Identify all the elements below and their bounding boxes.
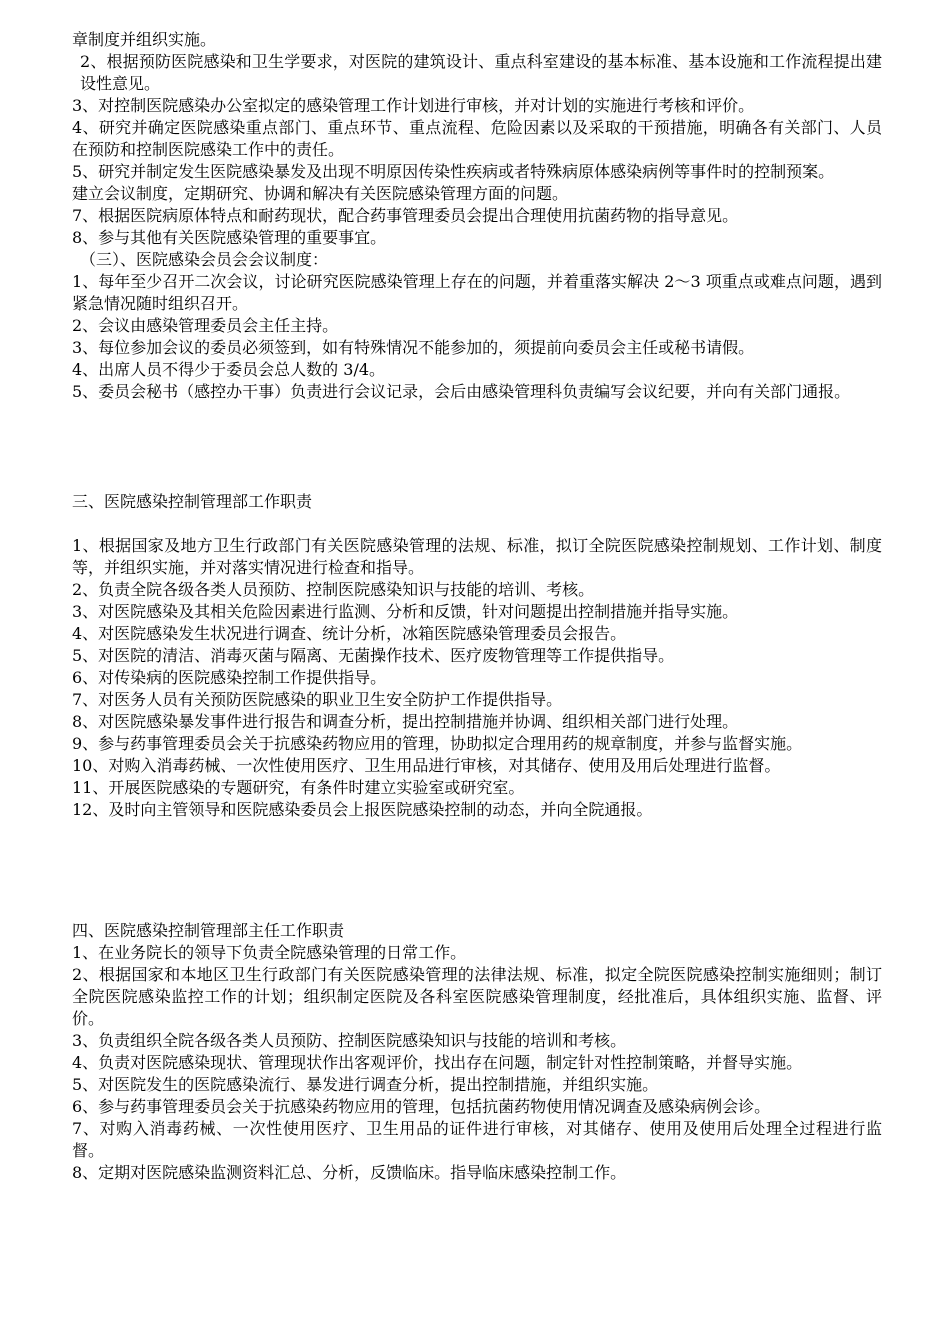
section2-line-0: 章制度并组织实施。	[72, 30, 217, 49]
section3-item-3: 3、对医院感染及其相关危险因素进行监测、分析和反馈，针对问题提出控制措施并指导实施。	[72, 602, 739, 621]
section3-item-2: 2、负责全院各级各类人员预防、控制医院感染知识与技能的培训、考核。	[72, 580, 595, 599]
document-page	[72, 29, 882, 1184]
section2-item-2: 2、根据预防医院感染和卫生学要求，对医院的建筑设计、重点科室建设的基本标准、基本设施和工作流程提出建设性意见。	[80, 52, 882, 93]
section-gap	[72, 821, 882, 920]
section3-item-6: 6、对传染病的医院感染控制工作提供指导。	[72, 668, 387, 687]
meeting-heading: （三）、医院感染会员会会议制度：	[80, 250, 329, 269]
section3-item-1: 1、根据国家及地方卫生行政部门有关医院感染管理的法规、标准，拟订全院医院感染控制规划、工作计划、制度等，并组织实施，并对落实情况进行检查和指导。	[72, 536, 882, 577]
meeting-item-2: 2、会议由感染管理委员会主任主持。	[72, 316, 339, 335]
section2-item-8: 8、参与其他有关医院感染管理的重要事宜。	[72, 228, 387, 247]
section3-heading: 三、医院感染控制管理部工作职责	[72, 492, 313, 511]
section4-item-8: 8、定期对医院感染监测资料汇总、分析，反馈临床。指导临床感染控制工作。	[72, 1163, 627, 1182]
section4-item-6: 6、参与药事管理委员会关于抗感染药物应用的管理，包括抗菌药物使用情况调查及感染病例会诊。	[72, 1097, 771, 1116]
section3-item-7: 7、对医务人员有关预防医院感染的职业卫生安全防护工作提供指导。	[72, 690, 563, 709]
section2-item-7: 7、根据医院病原体特点和耐药现状，配合药事管理委员会提出合理使用抗菌药物的指导意见。	[72, 206, 739, 225]
meeting-item-1: 1、每年至少召开二次会议，讨论研究医院感染管理上存在的问题，并着重落实解决 2～3 项重点或难点问题，遇到紧急情况随时组织召开。	[72, 272, 882, 313]
section-gap	[72, 403, 882, 491]
section2-item-5: 5、研究并制定发生医院感染暴发及出现不明原因传染性疾病或者特殊病原体感染病例等事件时的控制预案。	[72, 162, 835, 181]
section4-item-5: 5、对医院发生的医院感染流行、暴发进行调查分析，提出控制措施，并组织实施。	[72, 1075, 659, 1094]
section4-heading: 四、医院感染控制管理部主任工作职责	[72, 921, 345, 940]
section-gap	[72, 513, 882, 535]
section3-item-10: 10、对购入消毒药械、一次性使用医疗、卫生用品进行审核，对其储存、使用及用后处理进行监督。	[72, 756, 781, 775]
section2-item-6: 建立会议制度，定期研究、协调和解决有关医院感染管理方面的问题。	[72, 184, 569, 203]
section3-item-9: 9、参与药事管理委员会关于抗感染药物应用的管理，协助拟定合理用药的规章制度，并参与监督实施。	[72, 734, 803, 753]
meeting-item-5: 5、委员会秘书（感控办干事）负责进行会议记录，会后由感染管理科负责编写会议纪要，并向有关部门通报。	[72, 382, 851, 401]
section4-item-2: 2、根据国家和本地区卫生行政部门有关医院感染管理的法律法规、标准，拟定全院医院感染控制实施细则；制订全院医院感染监控工作的计划；组织制定医院及各科室医院感染管理制度，经批准后，具体组织实施、监督、评价。	[72, 965, 882, 1028]
section3-item-11: 11、开展医院感染的专题研究，有条件时建立实验室或研究室。	[72, 778, 525, 797]
section2-item-4: 4、研究并确定医院感染重点部门、重点环节、重点流程、危险因素以及采取的干预措施，明确各有关部门、人员在预防和控制医院感染工作中的责任。	[72, 118, 882, 159]
section3-item-4: 4、对医院感染发生状况进行调查、统计分析，冰箱医院感染管理委员会报告。	[72, 624, 627, 643]
section2-item-3: 3、对控制医院感染办公室拟定的感染管理工作计划进行审核，并对计划的实施进行考核和评价。	[72, 96, 755, 115]
section3-item-12: 12、及时向主管领导和医院感染委员会上报医院感染控制的动态，并向全院通报。	[72, 800, 653, 819]
section4-item-1: 1、在业务院长的领导下负责全院感染管理的日常工作。	[72, 943, 467, 962]
section3-item-8: 8、对医院感染暴发事件进行报告和调查分析，提出控制措施并协调、组织相关部门进行处理。	[72, 712, 739, 731]
section4-item-7: 7、对购入消毒药械、一次性使用医疗、卫生用品的证件进行审核，对其储存、使用及使用后处理全过程进行监督。	[72, 1119, 882, 1160]
meeting-item-3: 3、每位参加会议的委员必须签到，如有特殊情况不能参加的，须提前向委员会主任或秘书请假。	[72, 338, 755, 357]
meeting-item-4: 4、出席人员不得少于委员会总人数的 3/4。	[72, 360, 386, 379]
section3-item-5: 5、对医院的清洁、消毒灭菌与隔离、无菌操作技术、医疗废物管理等工作提供指导。	[72, 646, 675, 665]
section4-item-4: 4、负责对医院感染现状、管理现状作出客观评价，找出存在问题，制定针对性控制策略，并督导实施。	[72, 1053, 803, 1072]
section4-item-3: 3、负责组织全院各级各类人员预防、控制医院感染知识与技能的培训和考核。	[72, 1031, 627, 1050]
